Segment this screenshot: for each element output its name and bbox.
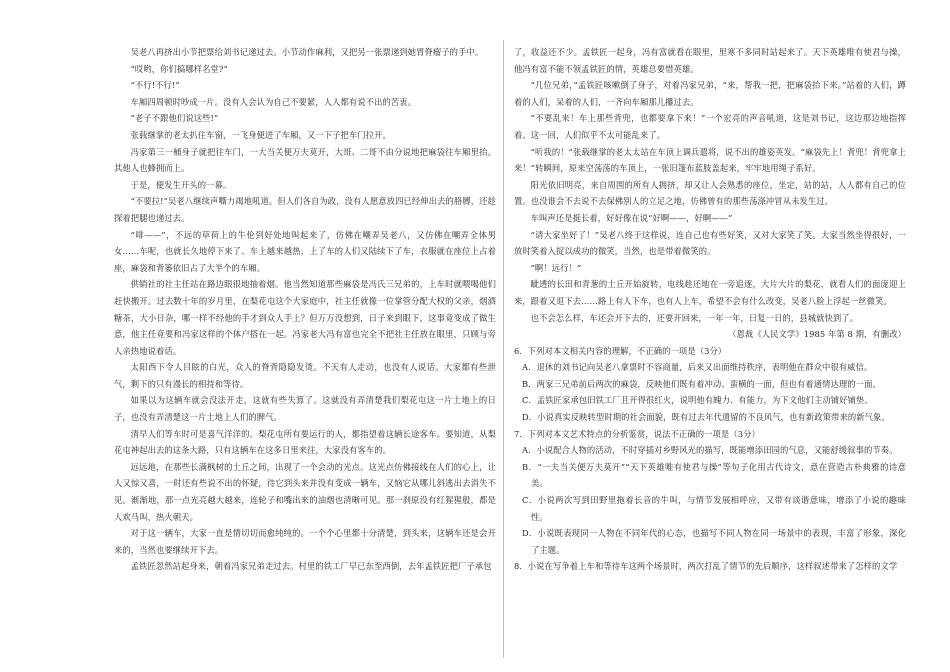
source-note: （恩裁《人民文学》1985 年第 8 期，有删改）: [728, 329, 906, 340]
question-6-stem: 6．下列对本文相关内容的理解，不正确的一项是（3分）: [514, 345, 727, 356]
story-paragraph: “不要乱来！车上那些背兜，也都要拿下来！”一个宏亮的声音吼道，这是刘书记，这边那边地指挥着。这一回，人们似乎不太可能乱来了。: [514, 113, 906, 140]
story-paragraph: 清早人们等车时可是喜气洋洋的。梨花屯所有要运行的人，都指望着这辆长途客车。要知道，从梨花屯神起出去的这条大路，只有这辆车在这多日里来往，大家没有客车的。: [114, 428, 496, 456]
story-paragraph: 供销社的社主任站在路边眼很地抽着烟。他当然知道那些麻袋是冯氏三兄弟的，上车时就喂喝他们赶快搬开。过去数十年的岁月里，在梨花屯这个大家庭中，社主任就像一位掌管分配大权的父亲，烟酒糖茶，大小日杂，哪一样不经他的手才到众人手上？但万万没想到，日子来到眼下，这事竟变成了做生意，他主任竟要和冯家这样的个体户搭在一起。冯家老大冯有富也完全不把社主任放在眼里，只顾与旁人亲热地说着话。: [114, 279, 496, 356]
story-paragraph: 太阳西下令人目眩的白光，众人的脊背隐隐发烫。不天有人走动，也没有人说话。大家都有些泄气，剩下的只有漫长的相持和等待。: [114, 362, 496, 389]
question-7-option-a: A．小说配合人物的活动，不时穿插对乡野风光的描写，既能增添田园的气息，又能舒缓叙事的节奏。: [522, 445, 898, 456]
story-paragraph: “不要拉!”吴老八继续声嘶力竭地吼道。但人们各自为政，没有人愿意放四已经伸出去的胳膊，还趁探着把腿也递过去。: [114, 196, 496, 223]
question-7-option-d: D．小说既表现同一人物在不同年代的心态，也描写不同人物在同一场景中的表现，丰富了形象，深化了主题。: [522, 528, 906, 555]
story-paragraph: “啡——”，不远的草荷上的牛伦到好处地叫起来了，仿佛在嘲弄吴老八，又仿佛在嘲弄全体男女……车呢，也就长久地停下来了。车上越来越热，上了车的人们又陆续下了车，衣服就在座位上占着座，麻袋和背篓依旧占了大半个的车厢。: [114, 229, 496, 273]
story-paragraph: 吴老八再挤出小节把票给刘书记递过去。小节动作麻利，又把另一张票递到她胃脊瘤子的手中。: [130, 47, 484, 57]
story-paragraph: 远远地，在那些长满枫树的土丘之间，出现了一个会动的光点。这光点仿佛接线在人们的心上，让人又惊又喜，一时还有些说不出的怀疑，待它到头来并没有变成一辆车，又恼它从哪儿斜逃出去消失不见。渐渐地，那一点光亮越大越来，连轮子和嘴出来的油烟也清晰可见。那一刹原没有红猩猩般，都是人欢马叫，热火朝天。: [114, 461, 496, 522]
story-paragraph: 眦透的长田和青葱的土丘开始旋转，电线趁还地在一旁追逐，大片大片的梨花，就看人们的面庞迎上来，跟着又退下去……路上有人下车，也有人上车，希望不会有什么改变，吴老八脸上浮起一丝微笑。: [514, 279, 906, 306]
question-7-option-b: B．“一夫当关便万夫莫开”“天下英雄唯有使君与操”等句子化用古代诗文，意在营造古朴典雅的诗意美。: [522, 461, 906, 489]
story-paragraph: 阳光依旧明亮，来自周围的所有人拥挤，却又让人会熟悉的座位，坐定，站的站，人人都有自己的位置。也没谁会不去说不去保佛别人的立足之地，仿佛曾有的那些荡涤冲冒从未发生过。: [514, 179, 906, 207]
story-paragraph: “听我的！”张载继掌的老太太站在车顶上调兵遣将，说不出的雄姿英发。“麻袋先上！背兜！背兜拿上来！”转瞬间，原来空荡荡的车顶上，一张旧篷布蓝肢盖起来，牢牢地用绳子系好。: [514, 146, 906, 174]
story-paragraph: 车叫声还是挺长着，好好像在说“好啊——，好啊——”: [530, 212, 733, 223]
question-6-option-c: C．孟铁匠家承包旧铁工厂且开得很红火，说明他有魄力、有能力，为下文他们主动铺好铺垫。: [522, 395, 873, 406]
right-column: [514, 44, 906, 575]
left-column: [114, 44, 496, 575]
story-paragraph: “不行!不行!”: [130, 80, 180, 91]
story-paragraph: “请大家坐好了！”吴老八终于这样说，连自己也有些好笑，又对大家笑了笑。大家当然坐得很好，一放时笑着入捉以成功的微笑，当然，也是带着微笑的。: [514, 229, 906, 257]
story-paragraph: 如果以为这辆车就会没法开走，这就有些失算了。这就没有弄清楚我们梨花屯这一片土地上的日子，也没有弄清楚这一片土地上人们的脾气。: [114, 395, 496, 423]
story-paragraph: 孟铁匠忽然站起身来，朝着冯家兄弟走过去。村里的铁工厂早已东至西倒，去年孟铁匠把厂子承包: [130, 561, 492, 572]
story-paragraph: 也不会怎么样，车还会开下去的，还要开回来，一年一年，日复一日的，县城就快到了。: [530, 312, 859, 323]
story-paragraph: 于是，便发生开头的一幕。: [130, 179, 232, 190]
story-paragraph: 冯家第三一桶身子就把往车门，一大当关便万夫莫开，大哥、二哥不由分说地把麻袋往车厢里抬。其他人也蜂拥而上。: [114, 146, 496, 174]
question-6-option-d: D．小说真实反映转型时期的社会面貌，既有过去年代遗留的不良风气，也有新政策带来的新气象。: [522, 412, 890, 423]
story-paragraph: 张载继掌的老太扒住车窗，一飞身便进了车厢，又一下子把车门拉开。: [130, 129, 391, 140]
story-paragraph: 车厢四周顿时吵成一片。没有人会认为自己不要紧，人人都有说不出的苦衷。: [130, 96, 417, 107]
question-7-option-c: C．小说两次写到田野里拖着长音的牛叫，与情节发展相呼应，又带有谈谐意味，增添了小说的趣味性。: [522, 495, 906, 522]
column-divider: [503, 40, 504, 658]
story-paragraph: 对于这一辆车，大家一直是情切切而愈纯纯的。一个个心里都十分清楚，到头来，这辆车还是会开来的，当然也要继续开下去。: [114, 528, 496, 555]
story-paragraph: “哎哟，你们搞哪样名堂?”: [130, 63, 228, 74]
story-paragraph: “几位兄弟，”孟铁匠咳嗽倒了身子，对着冯家兄弟，“来，帮我一把，把麻袋抬下来。”站着的人们，蹲着的人们，呆着的人们，一齐向车厢那儿攥过去。: [514, 80, 906, 107]
question-8-stem: 8．小说在写争着上车和等待车这两个场景时，两次打乱了情节的先后顺序，这样叙述带来了怎样的文学: [514, 561, 898, 572]
question-6-option-b: B．两家三兄弟前后两次的麻袋，反映他们既有着冲动、蛮横的一面，但也有着通情达理的一面。: [522, 378, 881, 389]
story-paragraph: “啊！远行！”: [530, 262, 582, 273]
story-paragraph: “老子不跟他们说这些!”: [130, 113, 219, 124]
story-paragraph: 了，收益还不少。孟铁匠一起身，冯有富就看在眼里，里寒不多同时站起来了。天下英雄唯有使君与操，他冯有富不能不领孟铁匠的情，英雄总要惜英雄。: [514, 47, 906, 74]
question-6-option-a: A．退休的刘书记向吴老八拿票时不容商量，后来又出面维持秩序，表明他在群众中很有威信。: [522, 362, 873, 373]
question-7-stem: 7．下列对本文艺术特点的分析鉴赏，说法不正确的一项是（3分）: [514, 428, 760, 439]
